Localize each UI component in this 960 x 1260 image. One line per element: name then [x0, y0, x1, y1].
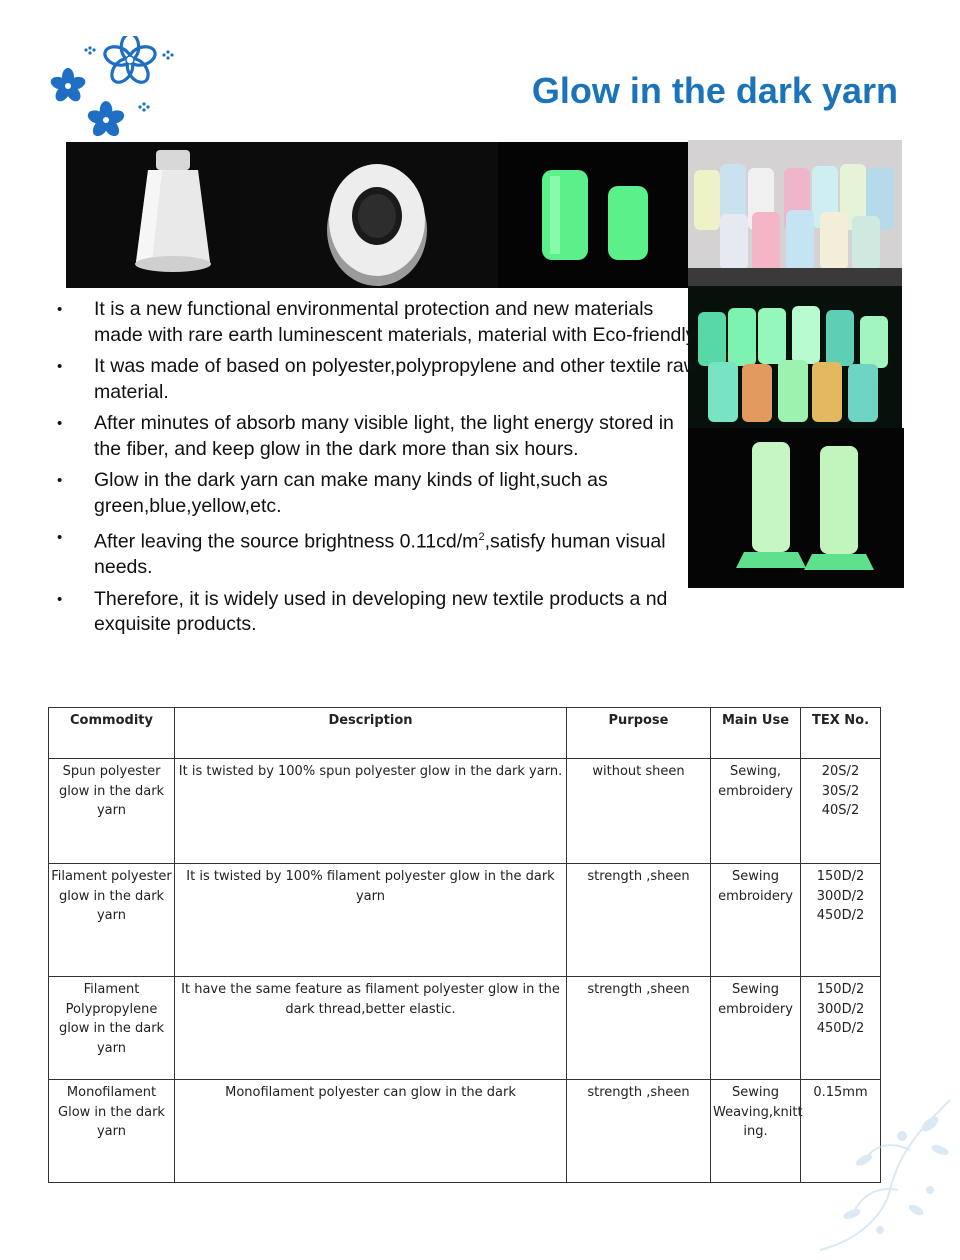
superscript: 2: [478, 531, 485, 543]
commodity-cell: Filament Polypropylene glow in the dark yarn: [49, 977, 175, 1080]
photo-green-glow-spools: [498, 142, 688, 288]
column-header-purpose: Purpose: [567, 708, 711, 759]
tex-value: 0.15mm: [813, 1085, 868, 1100]
bullet-icon: •: [57, 301, 63, 318]
tex-value: 300D/2: [816, 1001, 865, 1017]
column-header-tex: TEX No.: [801, 708, 881, 759]
purpose-cell: strength ,sheen: [567, 864, 711, 977]
photo-glowing-spools-dark: [688, 286, 902, 428]
tex-value: 40S/2: [821, 803, 860, 818]
photo-spool-top: [242, 142, 498, 288]
feature-text: It is a new functional environmental protection and new materials made with rare earth luminescent materials, material with Eco-friendly.: [94, 298, 700, 346]
description-cell: It have the same feature as filament polyester glow in the dark thread,better elastic.: [175, 977, 567, 1080]
page-title: Glow in the dark yarn: [531, 70, 898, 111]
tex-value: 450D/2: [816, 908, 865, 923]
feature-item: [55, 297, 700, 348]
feature-text: Therefore, it is widely used in developing new textile products a nd exquisite products.: [94, 587, 668, 635]
spec-table: [48, 707, 881, 1183]
table-header-row: [49, 708, 881, 759]
purpose-cell: without sheen: [567, 759, 711, 864]
bullet-icon: •: [57, 529, 63, 546]
feature-item: [55, 587, 700, 638]
table-row: [49, 759, 881, 864]
feature-text: After minutes of absorb many visible light, the light energy stored in the fiber, and keep glow in the dark more than six hours.: [94, 412, 674, 460]
photo-white-spool: [66, 142, 242, 288]
main-use-cell: Sewing Weaving,knitt ing.: [711, 1080, 801, 1183]
feature-text: After leaving the source brightness 0.11cd/m: [94, 530, 479, 553]
tex-value: 450D/2: [816, 1021, 865, 1036]
bullet-icon: •: [57, 590, 63, 608]
commodity-cell: Spun polyester glow in the dark yarn: [49, 759, 175, 864]
main-use-cell: Sewing embroidery: [711, 864, 801, 977]
tex-value: 30S/2: [821, 783, 860, 799]
feature-text: ,satisfy human visual needs.: [94, 530, 666, 578]
purpose-cell: strength ,sheen: [567, 1080, 711, 1183]
tex-cell: [801, 977, 881, 1080]
photo-pastel-spools: [688, 140, 902, 286]
feature-list: [55, 297, 700, 644]
main-use-cell: Sewing, embroidery: [711, 759, 801, 864]
feature-text: Glow in the dark yarn can make many kinds of light,such as green,blue,yellow,etc.: [94, 469, 608, 517]
bullet-icon: •: [57, 358, 63, 375]
commodity-cell: Filament polyester glow in the dark yarn: [49, 864, 175, 977]
feature-item: [55, 411, 700, 462]
flower-cluster-icon: [48, 36, 188, 146]
feature-item: [55, 468, 700, 519]
description-cell: It is twisted by 100% spun polyester glow in the dark yarn.: [175, 759, 567, 864]
tex-cell: [801, 759, 881, 864]
feature-item: [55, 525, 700, 581]
description-cell: It is twisted by 100% filament polyester glow in the dark yarn: [175, 864, 567, 977]
main-use-cell: Sewing embroidery: [711, 977, 801, 1080]
bullet-icon: •: [57, 415, 63, 432]
column-header-commodity: Commodity: [49, 708, 175, 759]
tex-value: 150D/2: [816, 982, 865, 997]
table-row: [49, 1080, 881, 1183]
column-header-main-use: Main Use: [711, 708, 801, 759]
photo-green-cones: [688, 428, 904, 588]
tex-value: 300D/2: [816, 888, 865, 904]
table-row: [49, 977, 881, 1080]
tex-value: 150D/2: [816, 869, 865, 884]
purpose-cell: strength ,sheen: [567, 977, 711, 1080]
bullet-icon: •: [57, 472, 63, 489]
description-cell: Monofilament polyester can glow in the dark: [175, 1080, 567, 1183]
floral-watermark-icon: [780, 1090, 960, 1260]
commodity-cell: Monofilament Glow in the dark yarn: [49, 1080, 175, 1183]
tex-value: 20S/2: [821, 764, 860, 779]
table-row: [49, 864, 881, 977]
tex-cell: [801, 864, 881, 977]
feature-item: [55, 354, 700, 405]
column-header-description: Description: [175, 708, 567, 759]
feature-text: It was made of based on polyester,polypropylene and other textile raw material.: [94, 355, 698, 403]
